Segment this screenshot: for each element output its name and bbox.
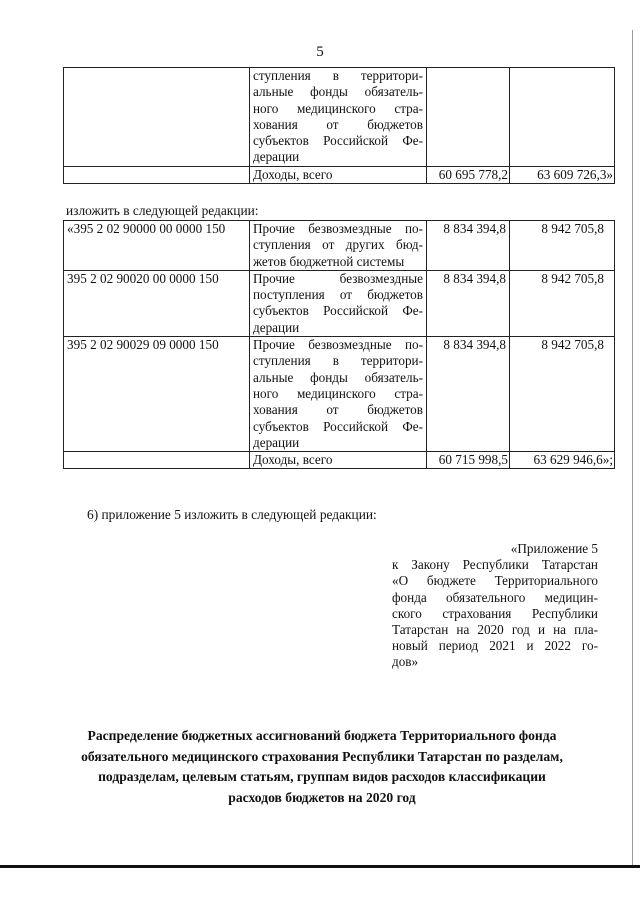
- appendix-line: новый период 2021 и 2022 го-: [392, 638, 598, 654]
- appendix-line: «Приложение 5: [510, 541, 598, 556]
- desc-line: Прочие безвозмездные по-: [253, 221, 423, 236]
- desc-line: ступления от других бюд-: [253, 237, 423, 253]
- appendix-header: [392, 541, 598, 671]
- revenue-table-new-edition: [63, 220, 615, 469]
- value-2020-cell: 60 695 778,2: [427, 166, 510, 183]
- code-cell: [64, 68, 250, 167]
- desc-line: ного медицинского стра-: [253, 385, 423, 401]
- desc-line: ступления в территори-: [253, 68, 423, 83]
- value-2021-cell: 8 942 705,8: [510, 270, 615, 336]
- description-cell: [250, 68, 427, 167]
- appendix-line: Татарстан на 2020 год и на пла-: [392, 622, 598, 638]
- title-line: подразделам, целевым статьям, группам видов расходов классификации: [98, 769, 546, 784]
- description-cell: [250, 337, 427, 452]
- table-row: [64, 221, 615, 271]
- value-2021-cell: 63 609 726,3»: [510, 166, 615, 183]
- section-title: [62, 726, 582, 808]
- appendix-line: дов»: [392, 654, 419, 670]
- value-2020-cell: 8 834 394,8: [427, 221, 510, 271]
- value-2020-cell: 60 715 998,5: [427, 452, 510, 469]
- code-cell: 395 2 02 90029 09 0000 150: [64, 337, 250, 452]
- value-2021-cell: 8 942 705,8: [510, 221, 615, 271]
- code-cell: «395 2 02 90000 00 0000 150: [64, 221, 250, 271]
- description-cell: [250, 270, 427, 336]
- appendix-line: к Закону Республики Татарстан: [392, 557, 598, 573]
- desc-line: Прочие безвозмездные: [253, 270, 423, 286]
- description-cell: [250, 221, 427, 271]
- code-cell: [64, 452, 250, 469]
- desc-line: субъектов Российской Фе-: [253, 418, 423, 434]
- desc-line: субъектов Российской Фе-: [253, 303, 423, 319]
- desc-line: дерации: [253, 319, 300, 335]
- intro-text: изложить в следующей редакции:: [66, 203, 259, 218]
- desc-line: ступления в территори-: [253, 353, 423, 369]
- desc-line: Прочие безвозмездные по-: [253, 337, 423, 353]
- desc-line: субъектов Российской Фе-: [253, 133, 423, 149]
- table-row: [64, 68, 615, 167]
- title-line: Распределение бюджетных ассигнований бюджета Территориального фонда: [87, 728, 557, 743]
- desc-line: дерации: [253, 149, 300, 165]
- desc-line: хования от бюджетов: [253, 116, 423, 132]
- value-2021-cell: [510, 68, 615, 167]
- revenue-table-continuation: [63, 67, 615, 184]
- value-2021-cell: 63 629 946,6»;: [510, 452, 615, 469]
- table-row: [64, 452, 615, 469]
- bottom-rule: [0, 865, 640, 868]
- value-2020-cell: 8 834 394,8: [427, 270, 510, 336]
- item-6-text: 6) приложение 5 изложить в следующей редакции:: [87, 507, 377, 522]
- appendix-line: «О бюджете Территориального: [392, 573, 598, 589]
- description-cell: Доходы, всего: [250, 452, 427, 469]
- value-2021-cell: 8 942 705,8: [510, 337, 615, 452]
- value-2020-cell: [427, 68, 510, 167]
- table-row: [64, 337, 615, 452]
- desc-line: альные фонды обязатель-: [253, 369, 423, 385]
- appendix-line: фонда обязательного медицин-: [392, 589, 598, 605]
- code-cell: 395 2 02 90020 00 0000 150: [64, 270, 250, 336]
- desc-line: ного медицинского стра-: [253, 100, 423, 116]
- desc-line: альные фонды обязатель-: [253, 84, 423, 100]
- desc-line: дерации: [253, 434, 300, 450]
- scan-edge-line: [632, 30, 633, 865]
- value-2020-cell: 8 834 394,8: [427, 337, 510, 452]
- title-line: обязательного медицинского страхования Республики Татарстан по разделам,: [81, 748, 563, 764]
- title-line: расходов бюджетов на 2020 год: [228, 789, 416, 805]
- table-row: [64, 270, 615, 336]
- desc-line: жетов бюджетной системы: [253, 253, 405, 269]
- page-number: 5: [316, 44, 324, 60]
- table-row: [64, 166, 615, 183]
- code-cell: [64, 166, 250, 183]
- desc-line: поступления от бюджетов: [253, 287, 423, 303]
- appendix-line: ского страхования Республики: [392, 605, 598, 621]
- description-cell: Доходы, всего: [250, 166, 427, 183]
- desc-line: хования от бюджетов: [253, 402, 423, 418]
